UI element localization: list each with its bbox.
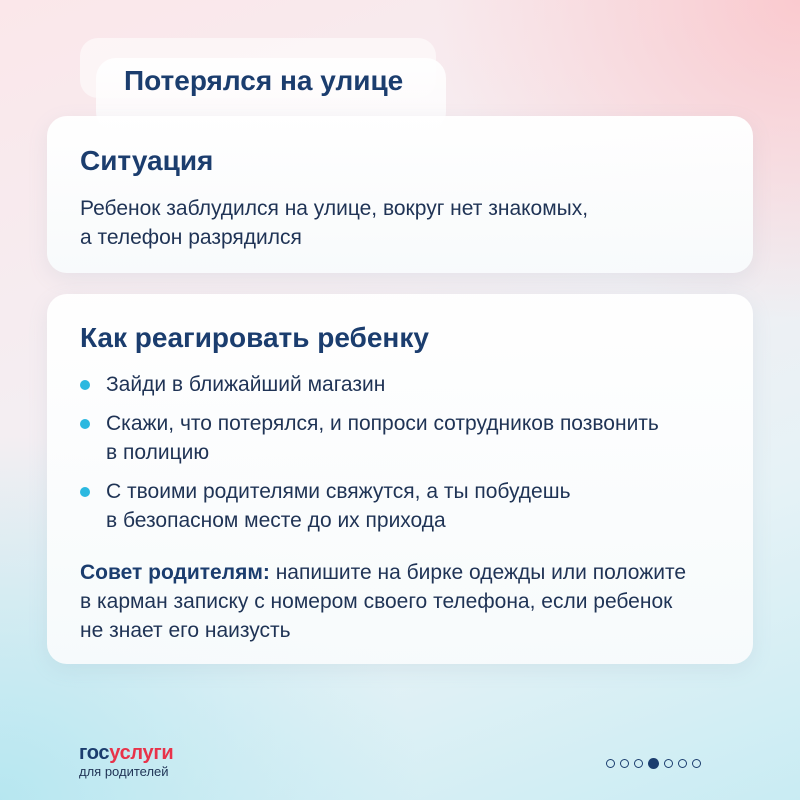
situation-heading: Ситуация (80, 145, 214, 176)
page-title: Потерялся на улице (124, 65, 404, 96)
pagination-dot[interactable] (678, 759, 687, 768)
list-item (80, 409, 746, 467)
gosuslugi-logo (79, 742, 173, 780)
pagination-dot[interactable] (606, 759, 615, 768)
advice-line (80, 558, 740, 587)
pagination-dot[interactable] (692, 759, 701, 768)
logo-part-gos: гос (79, 742, 110, 764)
advice-label: Совет родителям: (80, 561, 270, 584)
list-item-line: Скажи, что потерялся, и попроси сотрудников позвонить (106, 412, 659, 435)
pagination-dot[interactable] (634, 759, 643, 768)
list-item-line: С твоими родителями свяжутся, а ты побудешь (106, 480, 571, 503)
pagination-dot[interactable] (620, 759, 629, 768)
list-item (80, 477, 746, 535)
parent-advice (80, 558, 740, 645)
list-item-line: Зайди в ближайший магазин (106, 373, 386, 396)
situation-line: а телефон разрядился (80, 226, 302, 249)
logo-subtitle: для родителей (79, 764, 169, 779)
advice-text: напишите на бирке одежды или положите (269, 561, 687, 584)
pagination-dot-active[interactable] (648, 758, 659, 769)
situation-text (80, 194, 700, 252)
logo-wordmark (79, 742, 173, 764)
situation-card (47, 116, 753, 273)
reaction-heading: Как реагировать ребенку (80, 322, 429, 353)
advice-line: в карман записку с номером своего телефона, если ребенок (80, 590, 673, 613)
list-item-line: в полицию (106, 441, 210, 464)
bullet-dot-icon (80, 419, 90, 429)
reaction-card (47, 294, 753, 664)
situation-line: Ребенок заблудился на улице, вокруг нет знакомых, (80, 197, 589, 220)
logo-part-uslugi: услуги (109, 742, 174, 764)
pagination-dot[interactable] (664, 759, 673, 768)
reaction-list (80, 370, 746, 545)
bullet-dot-icon (80, 380, 90, 390)
pagination-dots (606, 759, 701, 769)
advice-line: не знает его наизусть (80, 619, 291, 642)
bullet-dot-icon (80, 487, 90, 497)
list-item (80, 370, 746, 399)
list-item-line: в безопасном месте до их прихода (106, 509, 446, 532)
